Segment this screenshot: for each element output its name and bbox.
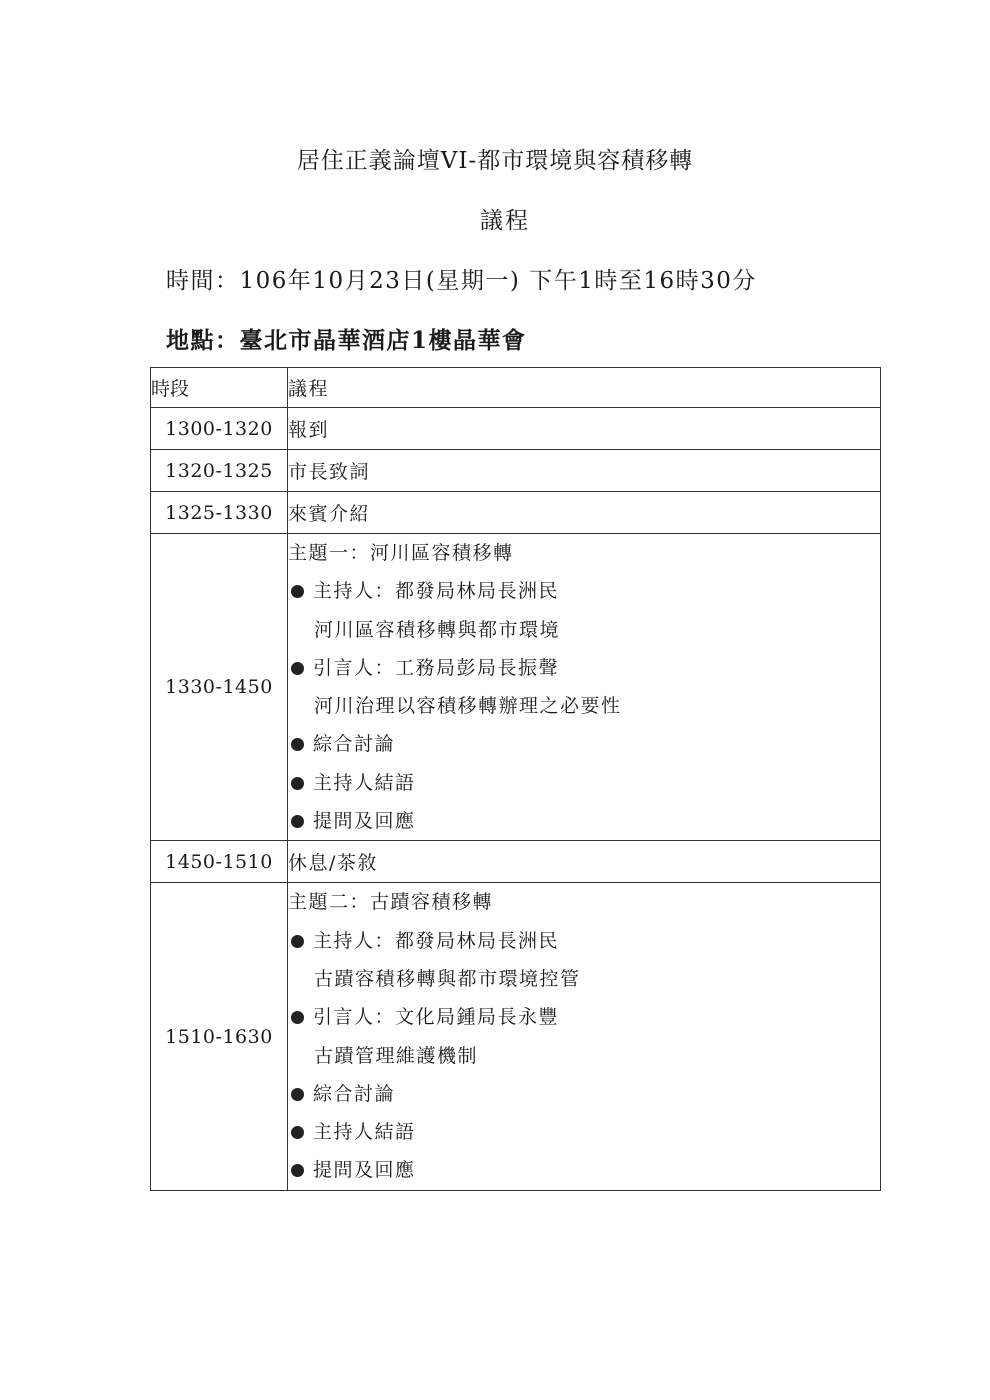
table-row xyxy=(151,408,881,450)
list-item: 提問及回應 xyxy=(288,1151,880,1189)
row-program: 報到 xyxy=(288,408,881,450)
table-row xyxy=(151,450,881,492)
header-time: 時段 xyxy=(151,368,288,408)
table-row-session-2 xyxy=(151,883,881,1190)
bullet-icon xyxy=(291,1164,304,1177)
session-topic: 主題一：河川區容積移轉 xyxy=(288,542,514,564)
header-program: 議程 xyxy=(288,368,881,408)
list-item: 引言人：文化局鍾局長永豐 xyxy=(288,998,880,1036)
table-row-session-1 xyxy=(151,534,881,841)
list-item-subtitle: 古蹟容積移轉與都市環境控管 xyxy=(314,967,581,990)
table-header-row xyxy=(151,368,881,408)
bullet-icon xyxy=(291,1011,304,1024)
table-row xyxy=(151,492,881,534)
row-program: 休息/茶敘 xyxy=(288,841,881,883)
document-subtitle: 議程 xyxy=(480,208,530,234)
bullet-icon xyxy=(291,662,304,675)
document-title: 居住正義論壇VI-都市環境與容積移轉 xyxy=(296,148,694,174)
list-item: 主持人：都發局林局長洲民 xyxy=(288,922,880,960)
table-row xyxy=(151,841,881,883)
row-time: 1320-1325 xyxy=(151,450,288,492)
event-time: 時間：106年10月23日(星期一) 下午1時至16時30分 xyxy=(166,268,757,294)
list-item-subtitle: 古蹟管理維護機制 xyxy=(314,1044,479,1067)
list-item: 主持人結語 xyxy=(288,764,880,802)
list-item: 引言人：工務局彭局長振聲 xyxy=(288,649,880,687)
row-time: 1325-1330 xyxy=(151,492,288,534)
list-item: 主持人結語 xyxy=(288,1113,880,1151)
list-item-subtitle: 河川區容積移轉與都市環境 xyxy=(314,618,561,641)
list-item: 提問及回應 xyxy=(288,802,880,840)
bullet-icon xyxy=(291,585,304,598)
bullet-icon xyxy=(291,815,304,828)
bullet-icon xyxy=(291,777,304,790)
row-time: 1300-1320 xyxy=(151,408,288,450)
bullet-icon xyxy=(291,1126,304,1139)
row-program: 來賓介紹 xyxy=(288,492,881,534)
bullet-icon xyxy=(291,1088,304,1101)
list-item-subtitle: 河川治理以容積移轉辦理之必要性 xyxy=(314,695,622,718)
agenda-table xyxy=(150,367,881,1191)
bullet-icon xyxy=(291,738,304,751)
row-time: 1450-1510 xyxy=(151,841,288,883)
session-1-content xyxy=(288,534,881,841)
row-time: 1330-1450 xyxy=(151,534,288,841)
event-place: 地點：臺北市晶華酒店1樓晶華會 xyxy=(166,327,527,354)
row-time: 1510-1630 xyxy=(151,883,288,1190)
list-item: 主持人：都發局林局長洲民 xyxy=(288,572,880,610)
list-item: 綜合討論 xyxy=(288,1075,880,1113)
list-item: 綜合討論 xyxy=(288,725,880,763)
row-program: 市長致詞 xyxy=(288,450,881,492)
bullet-icon xyxy=(291,935,304,948)
session-2-content xyxy=(288,883,881,1190)
session-topic: 主題二：古蹟容積移轉 xyxy=(288,891,494,914)
